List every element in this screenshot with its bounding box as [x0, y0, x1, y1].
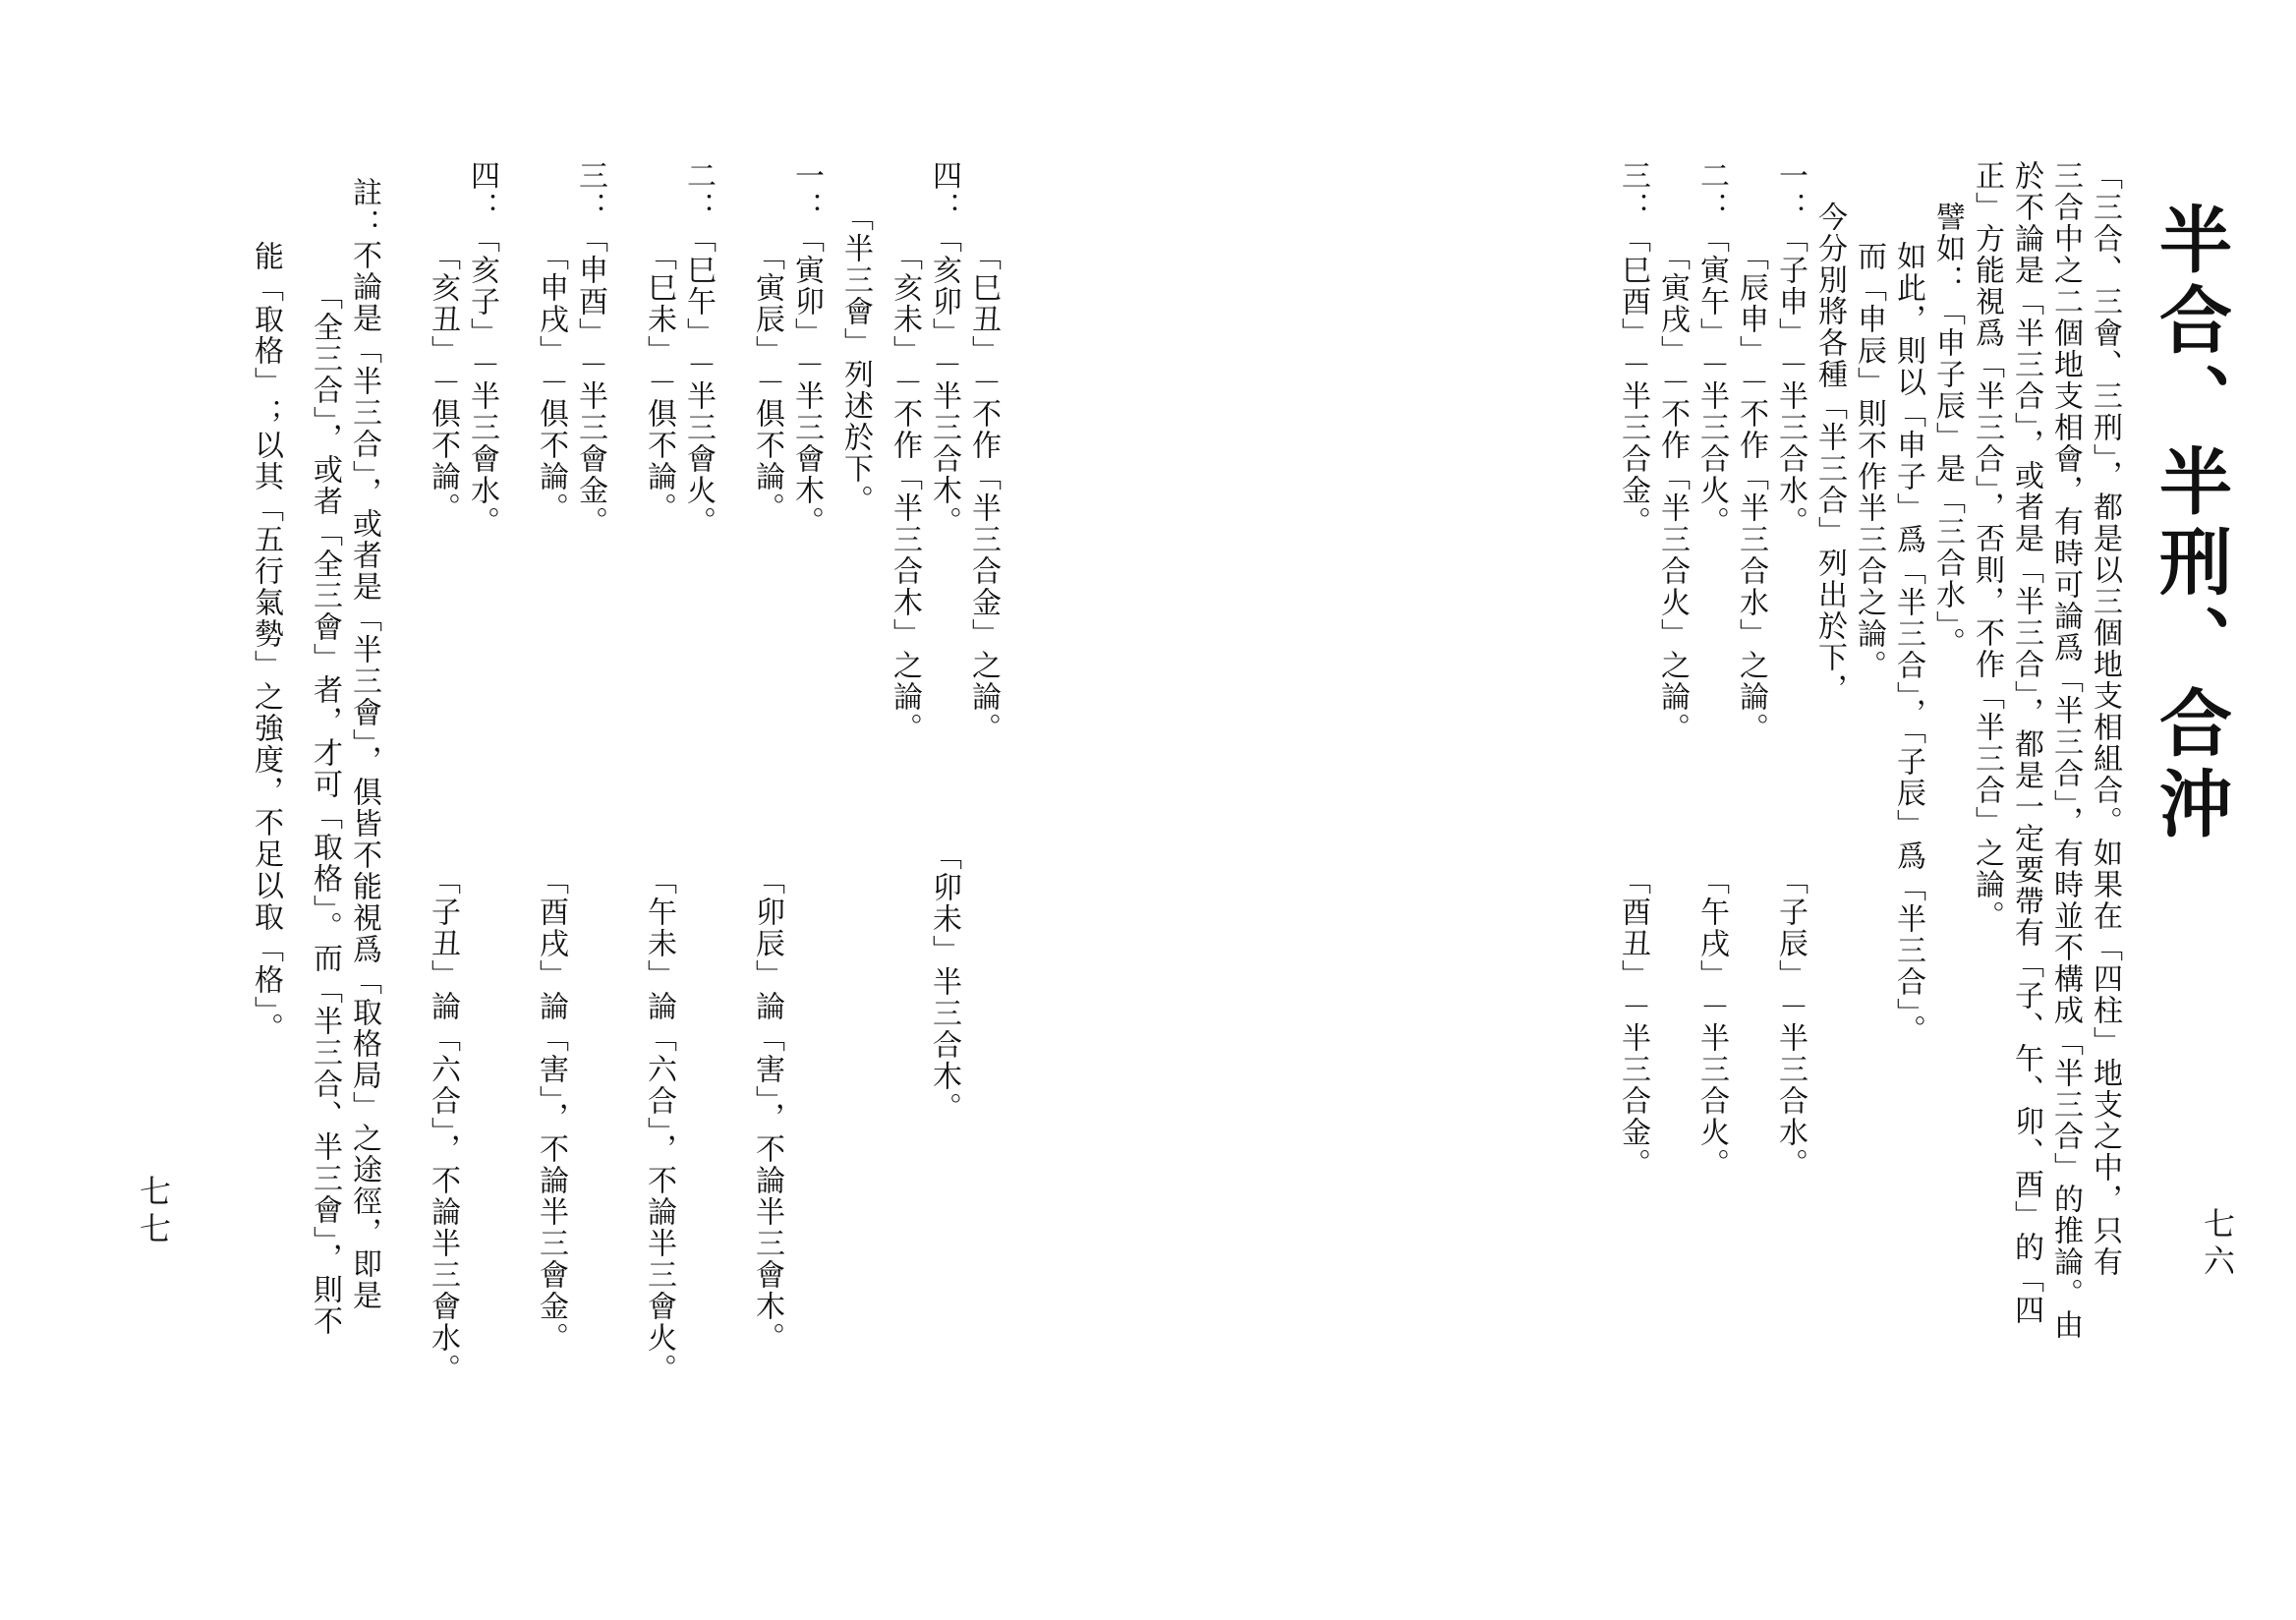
list-item: 一：「子申」－半三合水。 [1773, 160, 1808, 538]
list-item: 二：「寅午」－半三合火。 [1694, 160, 1729, 538]
paragraph-line: 正」方能視爲「半三合」，否則，不作「半三合」之論。 [1970, 160, 2004, 932]
hui-item-pair: 「午未」論「六合」，不論半三會火。 [642, 865, 676, 1385]
list-item-pair: 「酉丑」－半三合金。 [1616, 865, 1650, 1180]
hui-item: 一：「寅卯」－半三會木。 [789, 160, 824, 538]
list-item-pair: 「子辰」－半三合水。 [1773, 865, 1808, 1180]
note-line: 「全三合」，或者「全三會」者，才可「取格」。而「半三合、半三會」，則不 [308, 280, 342, 1337]
hui-item-pair: 「卯辰」論「害」，不論半三會木。 [750, 865, 784, 1354]
right-page [1148, 0, 2296, 1620]
hui-item: 「巳未」－俱不論。 [642, 241, 676, 524]
hui-item: 「寅辰」－俱不論。 [750, 241, 784, 524]
hui-item-pair: 「子丑」論「六合」，不論半三會水。 [426, 865, 460, 1385]
list-item-pair: 「卯未」半三合木。 [927, 840, 961, 1124]
list-item: 「巳丑」－不作「半三合金」之論。 [966, 241, 1001, 744]
hui-item: 「亥丑」－俱不論。 [426, 241, 460, 524]
example-line: 而「申辰」則不作半三合之論。 [1852, 241, 1886, 681]
page-number: 七七 [135, 1175, 172, 1249]
example-line: 譬如：「申子辰」是「三合水」。 [1930, 202, 1965, 659]
hui-item: 「申戌」－俱不論。 [534, 241, 568, 524]
hui-item: 四：「亥子」－半三會水。 [465, 160, 499, 538]
hui-item: 三：「申酉」－半三會金。 [573, 160, 607, 538]
list-item: 「亥未」－不作「半三合木」之論。 [888, 241, 922, 744]
hui-item: 二：「巳午」－半三會火。 [681, 160, 716, 538]
note-line: 能「取格」；以其「五行氣勢」之強度，不足以取「格」。 [249, 241, 283, 1044]
paragraph-line: 三合中之二個地支相會，有時可論爲「半三合」，有時並不構成「半三合」的推論。由 [2048, 160, 2083, 1341]
list-item-pair: 「午戌」－半三合火。 [1694, 865, 1729, 1180]
chapter-title: 半合、半刑、合沖 [2148, 202, 2232, 846]
list-intro: 「半三會」列述於下。 [838, 202, 873, 516]
note-line: 註：不論是「半三合」，或者是「半三會」，俱皆不能視爲「取格局」之途徑，即是 [347, 177, 381, 1311]
example-line: 如此，則以「申子」爲「半三合」，「子辰」爲「半三合」。 [1891, 241, 1925, 1046]
list-item: 「寅戌」－不作「半三合火」之論。 [1655, 241, 1690, 744]
paragraph-line: 「三合、三會、三刑」，都是以三個地支相組合。如果在「四柱」地支之中，只有 [2088, 160, 2122, 1278]
page-number: 七六 [2199, 1207, 2236, 1282]
hui-item-pair: 「酉戌」論「害」，不論半三會金。 [534, 865, 568, 1354]
list-item: 「辰申」－不作「半三合水」之論。 [1734, 241, 1768, 744]
list-item: 三：「巳酉」－半三合金。 [1616, 160, 1650, 538]
list-item: 四：「亥卯」－半三合木。 [927, 160, 961, 538]
list-intro: 今分別將各種「半三合」列出於下， [1812, 202, 1847, 705]
paragraph-line: 於不論是「半三合」，或者是「半三合」，都是一定要帶有「子、午、卯、酉」的「四 [2009, 160, 2043, 1326]
